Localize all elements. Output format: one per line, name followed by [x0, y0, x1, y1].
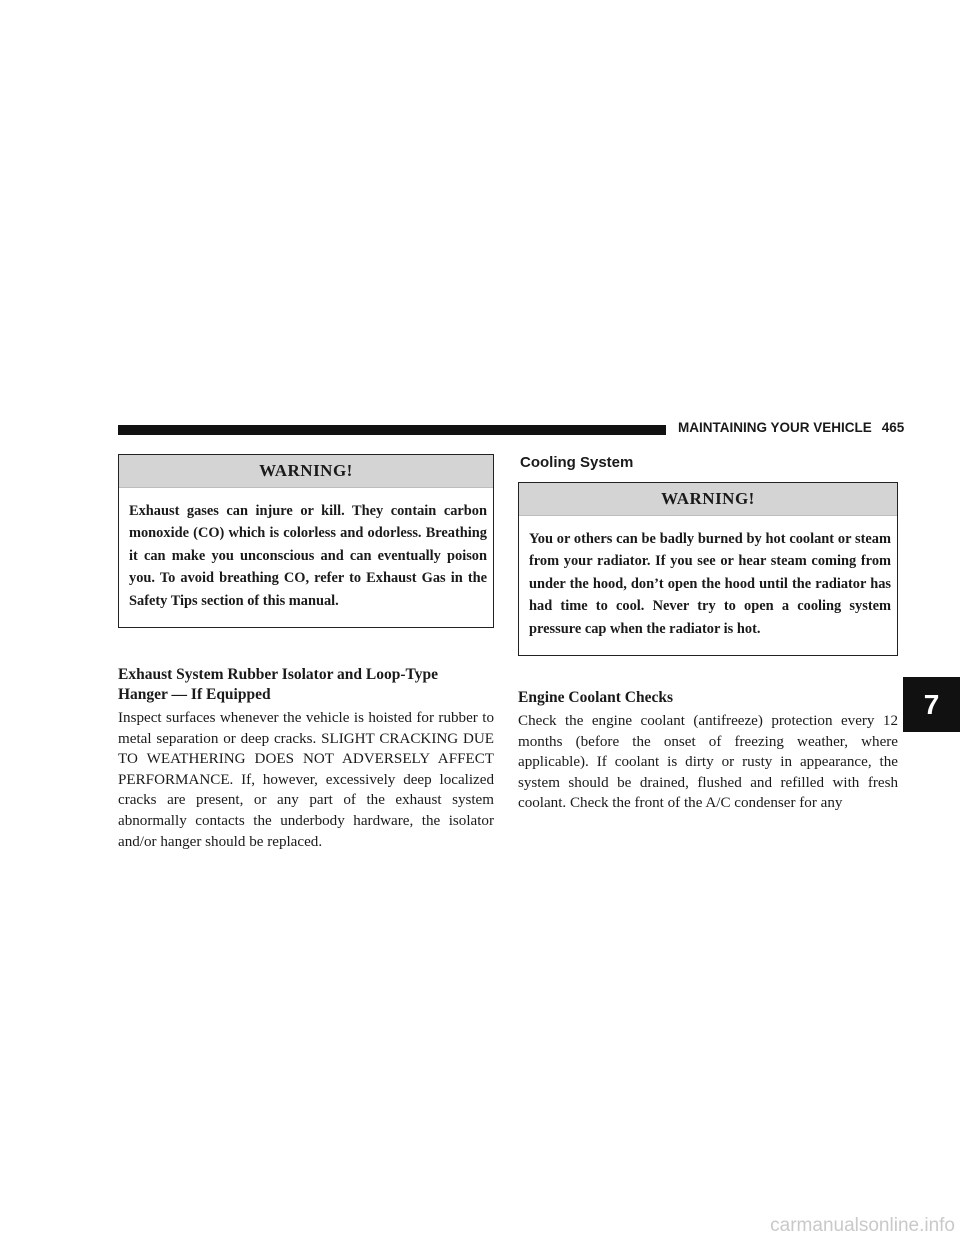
isolator-heading-line1: Exhaust System Rubber Isolator and Loop-Type [118, 666, 438, 684]
warning-title: WARNING! [519, 483, 897, 516]
warning-body: You or others can be badly burned by hot coolant or steam from your radiator. If you see or hear steam coming from under the hood, don’t open the hood until the radiator has had time to cool. Never try to open a cooling system pressure cap when the radiator is hot. [529, 531, 891, 637]
warning-body: Exhaust gases can injure or kill. They contain carbon monoxide (CO) which is colorless and odorless. Breathing it can make you unconscious and can eventually poison you. To avoid breathing CO, refer to Exhaust Gas in the Safety Tips section of this manual. [129, 503, 487, 609]
page-number: 465 [881, 420, 905, 435]
coolant-warning-box [518, 482, 898, 656]
isolator-body: Inspect surfaces whenever the vehicle is hoisted for rubber to metal separation or deep cracks. SLIGHT CRACKING DUE TO WEATHERING DOES NOT ADVERSELY AFFECT PERFORMANCE. If, however, excessively deep localized cracks are present, or any part of the exhaust system abnormally contacts the underbody hardware, the isolator and/or hanger should be replaced. [118, 710, 494, 850]
cooling-system-title: Cooling System [520, 454, 634, 471]
isolator-heading-line2: Hanger — If Equipped [118, 686, 271, 704]
coolant-checks-body: Check the engine coolant (antifreeze) protection every 12 months (before the onset of freezing weather, where applicable). If coolant is dirty or rusty in appearance, the system should be drained, flushed and refilled with fresh coolant. Check the front of the A/C condenser for any [518, 713, 898, 812]
watermark: carmanualsonline.info [770, 1215, 955, 1236]
header-rule [118, 425, 666, 435]
running-header [678, 420, 905, 435]
coolant-checks-heading: Engine Coolant Checks [518, 689, 674, 707]
header-section-title: MAINTAINING YOUR VEHICLE [678, 420, 872, 435]
warning-title: WARNING! [119, 455, 493, 488]
right-column [518, 454, 898, 814]
chapter-tab: 7 [903, 677, 960, 732]
left-column [118, 454, 494, 852]
isolator-heading [118, 665, 494, 705]
exhaust-warning-box [118, 454, 494, 628]
